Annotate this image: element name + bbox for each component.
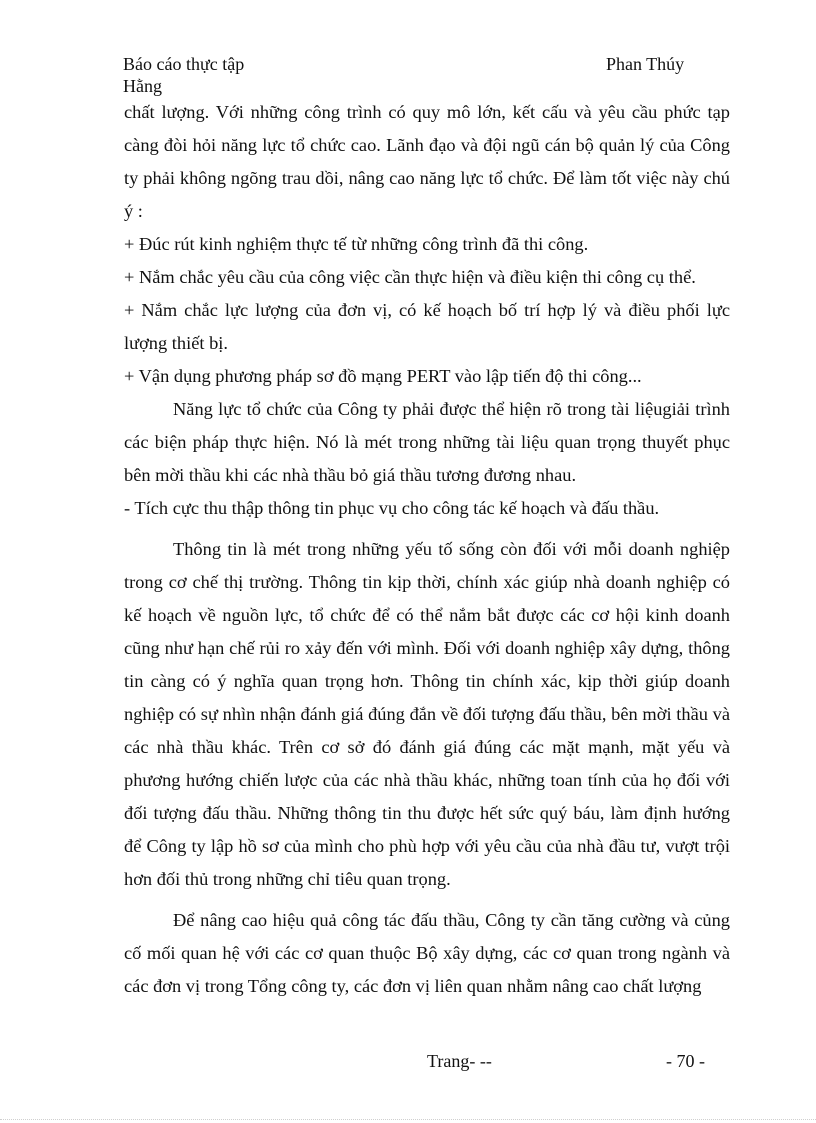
footer-page-label: Trang- --: [427, 1051, 492, 1071]
body-text: [124, 96, 730, 1003]
paragraph-2: Năng lực tổ chức của Công ty phải được thể hiện rõ trong tài liệugiải trình các biện pháp thực hiện. Nó là mét trong những tài liệu quan trọng thuyết phục bên mời thầu khi các nhà thầu bỏ giá thầu tương đương nhau.: [124, 399, 730, 485]
header-title: Báo cáo thực tập: [123, 54, 245, 74]
header-author: Phan Thúy: [606, 54, 685, 74]
footer-page-number: - 70 -: [666, 1051, 705, 1071]
bullet-1: + Đúc rút kinh nghiệm thực tế từ những công trình đã thi công.: [124, 234, 589, 254]
page-header-left: [123, 53, 323, 97]
paragraph-3: - Tích cực thu thập thông tin phục vụ cho công tác kế hoạch và đấu thầu.: [124, 498, 660, 518]
page-bottom-divider: [0, 1119, 816, 1120]
paragraph-4: Thông tin là mét trong những yếu tố sống còn đối với mỗi doanh nghiệp trong cơ chế thị trường. Thông tin kịp thời, chính xác giúp nhà doanh nghiệp có kế hoạch về nguồn lực, tổ chức để có thể nắm bắt được các cơ hội kinh doanh cũng như hạn chế rủi ro xảy đến với mình. Đối với doanh nghiệp xây dựng, thông tin càng có ý nghĩa quan trọng hơn. Thông tin chính xác, kịp thời giúp doanh nghiệp có sự nhìn nhận đánh giá đúng đắn về đối tượng đấu thầu, bên mời thầu và các nhà thầu khác. Trên cơ sở đó đánh giá đúng các mặt mạnh, mặt yếu và phương hướng chiến lược của các nhà thầu khác, những toan tính của họ đối với đối tượng đấu thầu. Những thông tin thu được hết sức quý báu, làm định hướng để Công ty lập hồ sơ của mình cho phù hợp với yêu cầu của nhà đầu tư, vượt trội hơn đối thủ trong những chỉ tiêu quan trọng.: [124, 539, 730, 889]
paragraph-5: Để nâng cao hiệu quả công tác đấu thầu, Công ty cần tăng cường và củng cố mối quan hệ với các cơ quan thuộc Bộ xây dựng, các cơ quan trong ngành và các đơn vị trong Tổng công ty, các đơn vị liên quan nhằm nâng cao chất lượng: [124, 910, 730, 996]
bullet-3: + Nắm chắc lực lượng của đơn vị, có kế hoạch bố trí hợp lý và điều phối lực lượng thiết bị.: [124, 300, 730, 353]
paragraph-1: chất lượng. Với những công trình có quy mô lớn, kết cấu và yêu cầu phức tạp càng đòi hỏi năng lực tổ chức cao. Lãnh đạo và đội ngũ cán bộ quản lý của Công ty phải không ngõng trau dồi, nâng cao năng lực tổ chức. Để làm tốt việc này chú ý :: [124, 102, 730, 221]
bullet-2: + Nắm chắc yêu cầu của công việc cần thực hiện và điều kiện thi công cụ thể.: [124, 267, 696, 287]
bullet-4: + Vận dụng phương pháp sơ đồ mạng PERT vào lập tiến độ thi công...: [124, 366, 642, 386]
header-title-wrap: Hằng: [123, 76, 162, 96]
